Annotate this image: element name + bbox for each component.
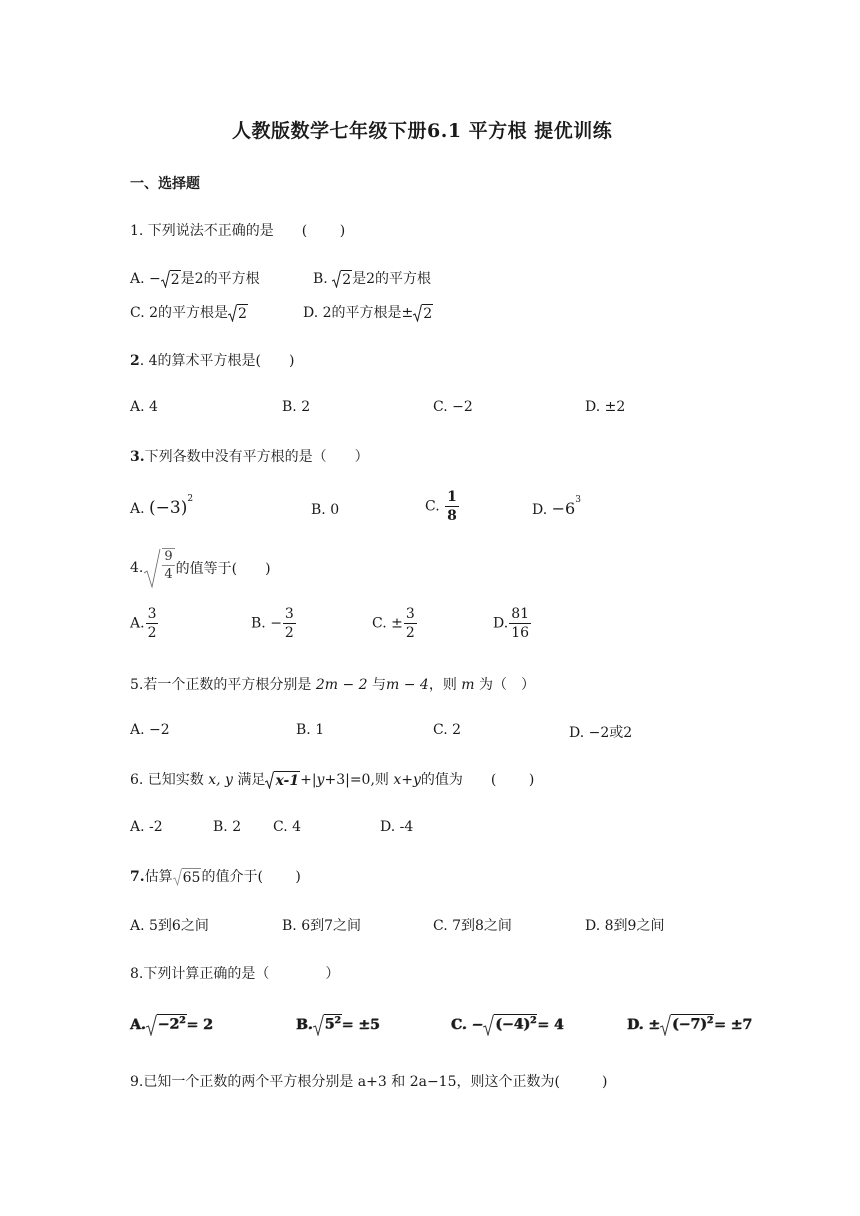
q1-option-c <box>130 302 248 322</box>
radical-sign-icon <box>313 1014 324 1036</box>
q5-option-c: C. 2 <box>433 722 462 738</box>
numerator: 3 <box>405 606 415 622</box>
question-2-stem <box>130 350 294 370</box>
option-label: D. <box>493 615 509 632</box>
question-text: 估算 <box>144 869 173 885</box>
sqrt-expression <box>660 1014 714 1036</box>
result: = 2 <box>186 1017 213 1033</box>
q6-option-c: C. 4 <box>273 819 302 835</box>
fraction <box>509 607 531 640</box>
math-variable: m <box>461 677 475 693</box>
radicand <box>671 1014 714 1036</box>
math-variables: x, y <box>208 772 233 788</box>
fraction <box>146 607 159 640</box>
question-text: 下列各数中没有平方根的是（ ） <box>144 449 369 465</box>
question-text: 的值等于( ) <box>175 561 271 577</box>
radical-sign-icon <box>483 1014 494 1036</box>
math-expression: (−3) <box>149 498 188 518</box>
sqrt-expression <box>332 270 352 289</box>
radical-sign-icon <box>265 771 274 789</box>
sqrt-expression <box>483 1014 537 1036</box>
question-9-stem: 9.已知一个正数的两个平方根分别是 a+3 和 2a−15，则这个正数为( ) <box>130 1074 608 1090</box>
exponent: 2 <box>187 494 194 505</box>
sqrt-expression <box>173 868 202 887</box>
sqrt-expression <box>143 548 175 588</box>
q2-option-b: B. 2 <box>282 399 311 415</box>
denominator: 4 <box>164 567 173 582</box>
exponent: 2 <box>334 1016 341 1026</box>
section-heading: 一、选择题 <box>130 176 200 192</box>
q5-option-d: D. −2或2 <box>569 725 633 741</box>
numerator: 3 <box>147 606 157 622</box>
radical-sign-icon <box>660 1014 671 1036</box>
option-label: A. <box>130 1017 146 1033</box>
radical-sign-icon <box>146 1014 157 1036</box>
q8-option-a <box>130 1014 213 1036</box>
q3-option-c <box>425 490 460 523</box>
radicand <box>494 1014 537 1036</box>
denominator: 2 <box>147 625 157 641</box>
sqrt-expression <box>313 1014 342 1036</box>
radicand-base: −2 <box>157 1016 180 1033</box>
radicand: 2 <box>342 271 352 288</box>
question-number: 7. <box>130 869 145 885</box>
numerator: 1 <box>447 489 457 505</box>
q1-option-b <box>313 268 431 288</box>
numerator: 81 <box>511 606 530 622</box>
option-label: B. <box>313 271 328 287</box>
result: = 4 <box>537 1017 564 1033</box>
question-text: 6. 已知实数 <box>130 772 204 788</box>
math-expression: 2m − 2 <box>315 677 368 693</box>
question-text: 为（ ） <box>479 677 536 693</box>
radicand <box>157 1014 187 1036</box>
option-text: 是2的平方根 <box>180 271 260 287</box>
option-label: A. <box>130 501 145 517</box>
radicand: 2 <box>423 305 433 322</box>
question-text: 与 <box>372 677 386 693</box>
question-1-stem: 1. 下列说法不正确的是 ( ) <box>130 223 346 239</box>
option-text: 2的平方根是 <box>149 305 229 321</box>
exponent: 2 <box>179 1016 186 1026</box>
question-text: 的值为 ( ) <box>420 772 535 788</box>
q4-option-b <box>251 607 297 640</box>
question-text: ，则 <box>428 677 457 693</box>
fraction <box>445 490 459 523</box>
q2-option-c: C. −2 <box>433 399 473 415</box>
q7-option-b: B. 6到7之间 <box>282 918 362 934</box>
math-expression: −6 <box>551 499 576 518</box>
exponent: 3 <box>575 495 581 506</box>
sqrt-expression <box>413 304 433 323</box>
option-label: D. <box>303 305 319 321</box>
q3-option-a <box>130 494 194 518</box>
question-text: +| <box>300 772 317 788</box>
q2-option-a: A. 4 <box>130 399 158 415</box>
option-label: B. <box>296 1017 313 1033</box>
q7-option-a: A. 5到6之间 <box>130 918 209 934</box>
question-5-stem <box>130 674 535 694</box>
sqrt-expression <box>228 304 248 323</box>
q2-option-d: D. ±2 <box>585 399 626 415</box>
radicand <box>324 1014 342 1036</box>
denominator: 8 <box>447 508 457 524</box>
exponent: 2 <box>706 1016 714 1026</box>
q1-option-a <box>130 268 260 288</box>
result: = ±7 <box>714 1017 753 1033</box>
option-label: B. − <box>251 615 282 632</box>
question-8-stem: 8.下列计算正确的是（ ） <box>130 966 340 982</box>
radical-sign-icon <box>332 270 341 288</box>
q3-option-d <box>532 495 581 518</box>
question-4-stem <box>130 548 271 588</box>
radicand: 2 <box>170 271 180 288</box>
question-text: +3|=0,则 <box>324 772 389 788</box>
question-text: 5.若一个正数的平方根分别是 <box>130 677 312 693</box>
numerator: 3 <box>284 606 294 622</box>
option-label: C. <box>130 305 145 321</box>
denominator: 2 <box>405 625 415 641</box>
minus-sign: − <box>149 271 161 287</box>
denominator: 16 <box>511 625 530 641</box>
option-label: A. <box>130 271 145 287</box>
math-expression: m − 4 <box>386 677 429 693</box>
q6-option-d: D. -4 <box>380 819 414 835</box>
q8-option-d <box>627 1014 752 1036</box>
option-label: D. <box>532 502 548 518</box>
q4-option-a <box>130 607 159 640</box>
radical-sign-icon <box>161 270 170 288</box>
option-label: A. <box>130 615 145 632</box>
q5-option-b: B. 1 <box>296 722 325 738</box>
math-expression: x+y <box>393 772 421 788</box>
radicand: 65 <box>182 869 201 886</box>
radical-sign-icon <box>228 304 237 322</box>
option-label: C. − <box>451 1017 484 1033</box>
radicand-base: 5 <box>324 1016 335 1033</box>
math-variable: y <box>316 772 325 788</box>
question-text: . 4的算术平方根是( ) <box>139 353 295 369</box>
fraction <box>162 548 174 588</box>
option-label: D. ± <box>627 1017 661 1033</box>
question-3-stem <box>130 446 369 466</box>
q4-option-d <box>493 607 532 640</box>
option-label: C. ± <box>372 615 403 632</box>
result: = ±5 <box>341 1017 380 1033</box>
radicand-base: (−4) <box>495 1016 531 1033</box>
option-text: 2的平方根是± <box>322 305 414 321</box>
question-7-stem <box>130 866 301 886</box>
q3-option-b: B. 0 <box>311 502 340 518</box>
question-text: 满足 <box>237 772 266 788</box>
sqrt-expression <box>265 771 300 790</box>
radicand: x-1 <box>275 772 300 789</box>
sqrt-expression <box>161 270 181 289</box>
sqrt-expression <box>146 1014 187 1036</box>
radicand: 2 <box>238 305 247 322</box>
option-label: C. <box>425 498 440 515</box>
exponent: 2 <box>530 1016 537 1026</box>
question-number: 4. <box>130 560 144 576</box>
denominator: 2 <box>284 625 294 641</box>
question-number: 2 <box>130 353 140 369</box>
q4-option-c <box>372 607 418 640</box>
question-text: 的值介于( ) <box>201 869 301 885</box>
numerator: 9 <box>164 549 173 564</box>
option-text: 是2的平方根 <box>352 271 432 287</box>
q1-option-d <box>303 302 433 322</box>
q6-option-b: B. 2 <box>213 819 242 835</box>
q8-option-b <box>296 1014 380 1036</box>
q6-option-a: A. -2 <box>130 819 163 835</box>
fraction <box>404 607 417 640</box>
question-number: 3. <box>130 449 145 465</box>
radical-sign-icon <box>413 304 422 322</box>
q8-option-c <box>451 1014 564 1036</box>
radical-sign-icon <box>143 548 161 588</box>
fraction <box>283 607 296 640</box>
radical-sign-icon <box>173 868 182 886</box>
radicand-base: (−7) <box>672 1016 707 1033</box>
q7-option-d: D. 8到9之间 <box>585 918 665 934</box>
page-title: 人教版数学七年级下册6.1 平方根 提优训练 <box>232 120 613 142</box>
q7-option-c: C. 7到8之间 <box>433 918 512 934</box>
question-6-stem <box>130 769 534 789</box>
q5-option-a: A. −2 <box>130 722 170 738</box>
